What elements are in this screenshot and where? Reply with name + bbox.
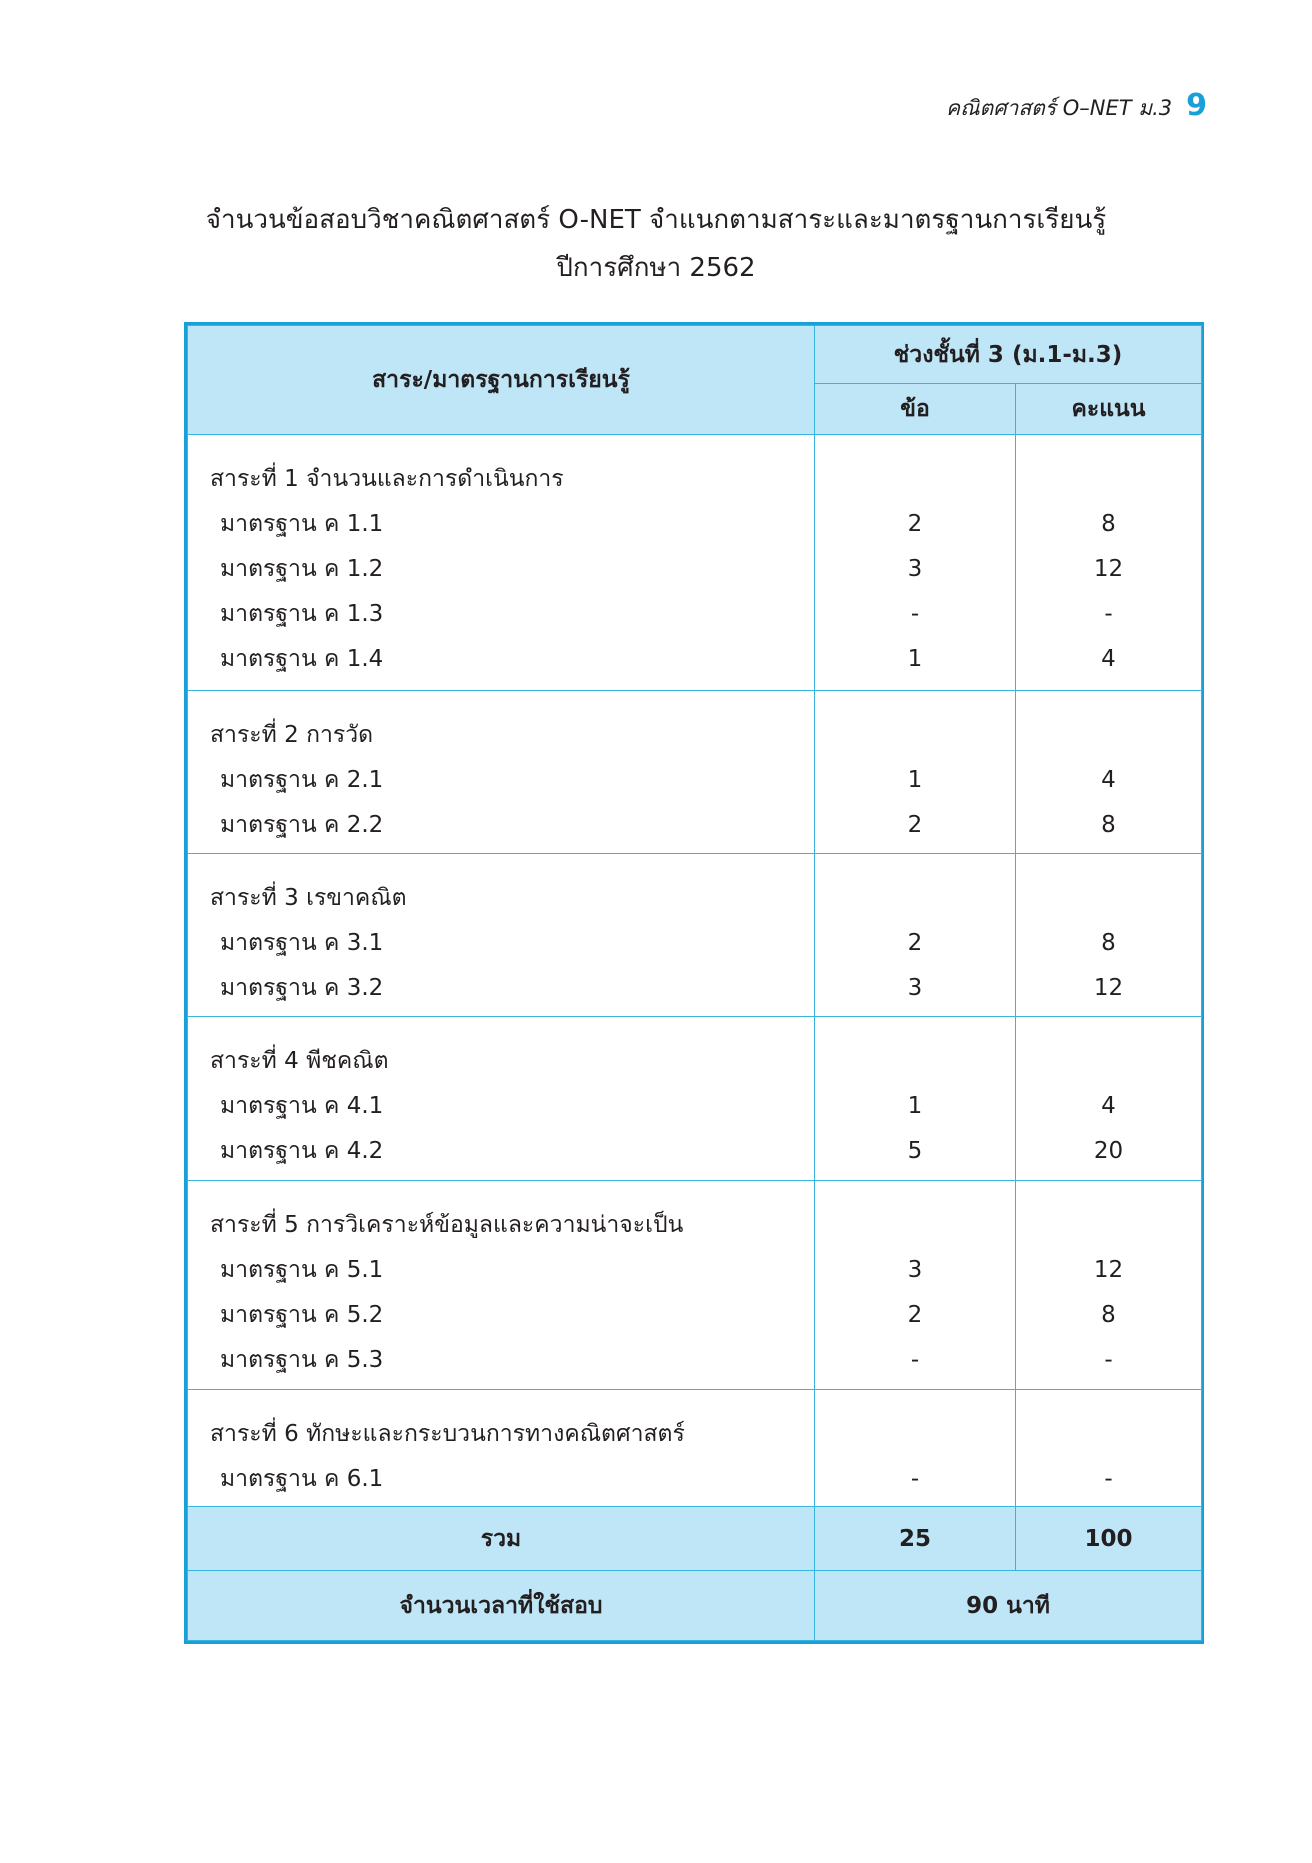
standard-score: 4 [1101,1093,1116,1120]
strand-group-row [188,691,1202,854]
score-cell [1016,435,1202,691]
standard-items: 5 [907,1138,923,1165]
standard-score: 8 [1101,511,1116,537]
blank-line [815,1203,1015,1248]
standard-items: 1 [907,646,923,672]
total-row [188,1507,1202,1571]
standard-name: มาตรฐาน ค 1.4 [220,646,384,672]
strand-label-cell [188,1390,815,1507]
total-label: รวม [188,1507,815,1571]
total-score: 100 [1016,1507,1202,1571]
blank-line [1016,1412,1201,1457]
standard-score: 20 [1093,1138,1124,1165]
standard-items: 1 [907,767,923,794]
standard-score: 12 [1093,1256,1124,1283]
strand-group-row [188,1017,1202,1180]
blank-line [1016,1039,1201,1084]
standard-score: - [1104,1346,1113,1373]
standard-score: - [1104,601,1113,627]
strand-title: สาระที่ 6 ทักษะและกระบวนการทางคณิตศาสตร์ [210,1421,685,1448]
blank-line [815,1039,1015,1084]
time-value: 90 นาที [815,1571,1202,1641]
blank-line [1016,876,1201,921]
score-cell [1016,691,1202,854]
title-line-1: จำนวนข้อสอบวิชาคณิตศาสตร์ O-NET จำแนกตามสาระและมาตรฐานการเรียนรู้ [205,205,1107,235]
header-score: คะแนน [1016,384,1202,435]
standard-score: 4 [1101,646,1116,672]
strand-label-cell [188,1017,815,1180]
standard-name: มาตรฐาน ค 1.2 [220,556,384,582]
blank-line [1016,457,1201,502]
standard-name: มาตรฐาน ค 2.2 [220,812,384,839]
standard-score: - [1104,1466,1113,1493]
items-cell [815,854,1016,1017]
standard-items: 2 [907,1301,923,1328]
blank-line [1016,713,1201,758]
items-cell [815,435,1016,691]
document-title [0,196,1312,292]
blank-line [815,457,1015,502]
standard-score: 12 [1093,975,1124,1002]
title-line-2: ปีการศึกษา 2562 [556,253,756,283]
items-cell [815,1180,1016,1390]
standard-items: 2 [907,930,923,957]
standard-items: 3 [907,1256,923,1283]
total-items: 25 [815,1507,1016,1571]
standard-name: มาตรฐาน ค 5.3 [220,1346,384,1373]
score-cell [1016,854,1202,1017]
running-title: คณิตศาสตร์ O–NET ม.3 [946,96,1173,120]
strand-label-cell [188,1180,815,1390]
header-strand: สาระ/มาตรฐานการเรียนรู้ [188,326,815,435]
running-header [946,88,1207,125]
score-cell [1016,1180,1202,1390]
standard-name: มาตรฐาน ค 5.1 [220,1256,384,1283]
blank-line [815,1412,1015,1457]
standard-items: - [910,601,920,627]
strand-title: สาระที่ 1 จำนวนและการดำเนินการ [210,466,564,492]
standard-items: - [910,1466,920,1493]
standard-items: 1 [907,1093,923,1120]
score-cell [1016,1017,1202,1180]
strand-title: สาระที่ 4 พีชคณิต [210,1048,389,1075]
header-items: ข้อ [815,384,1016,435]
score-cell [1016,1390,1202,1507]
time-row [188,1571,1202,1641]
exam-distribution-table [184,322,1204,1644]
time-label: จำนวนเวลาที่ใช้สอบ [188,1571,815,1641]
strand-title: สาระที่ 2 การวัด [210,722,374,749]
strand-group-row [188,1390,1202,1507]
standard-name: มาตรฐาน ค 6.1 [220,1466,384,1493]
standard-name: มาตรฐาน ค 4.2 [220,1138,384,1165]
standard-name: มาตรฐาน ค 3.2 [220,975,384,1002]
strand-group-row [188,1180,1202,1390]
strand-label-cell [188,854,815,1017]
standard-items: 3 [907,975,923,1002]
strand-title: สาระที่ 5 การวิเคราะห์ข้อมูลและความน่าจะเป็น [210,1211,684,1238]
strand-group-row [188,854,1202,1017]
strand-label-cell [188,435,815,691]
standard-name: มาตรฐาน ค 3.1 [220,930,384,957]
standard-items: 2 [907,812,923,839]
blank-line [815,713,1015,758]
standard-name: มาตรฐาน ค 1.1 [220,511,384,537]
standard-score: 8 [1101,1301,1116,1328]
standard-name: มาตรฐาน ค 5.2 [220,1301,384,1328]
standard-score: 8 [1101,812,1116,839]
standard-items: 3 [907,556,923,582]
strand-label-cell [188,691,815,854]
strand-group-row [188,435,1202,691]
blank-line [815,876,1015,921]
standard-score: 8 [1101,930,1116,957]
standard-name: มาตรฐาน ค 4.1 [220,1093,384,1120]
standard-score: 4 [1101,767,1116,794]
standard-score: 12 [1093,556,1124,582]
items-cell [815,1017,1016,1180]
table-body [188,435,1202,1507]
page-number: 9 [1186,88,1207,123]
standard-items: - [910,1346,920,1373]
header-level: ช่วงชั้นที่ 3 (ม.1-ม.3) [815,326,1202,384]
blank-line [1016,1203,1201,1248]
strand-title: สาระที่ 3 เรขาคณิต [210,885,407,912]
standard-name: มาตรฐาน ค 1.3 [220,601,384,627]
items-cell [815,691,1016,854]
standard-name: มาตรฐาน ค 2.1 [220,767,384,794]
items-cell [815,1390,1016,1507]
standard-items: 2 [907,511,923,537]
